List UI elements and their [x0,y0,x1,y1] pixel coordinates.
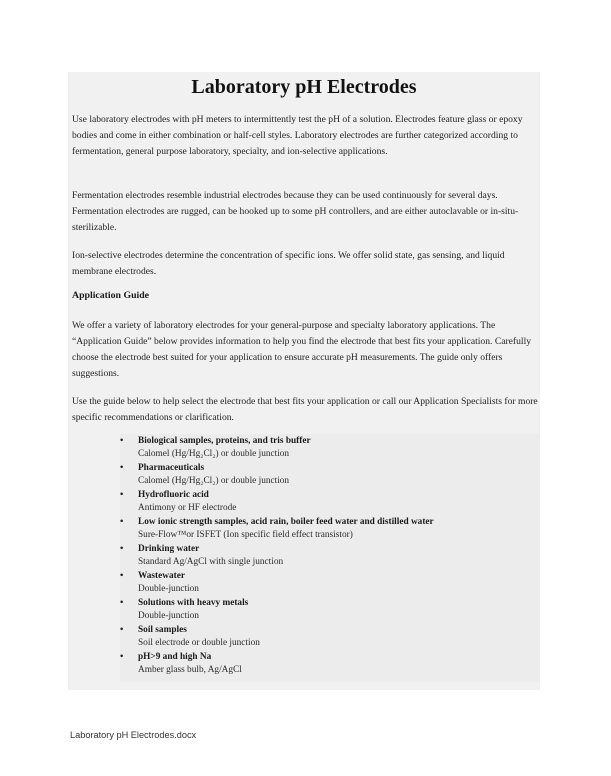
guide-item-recommendation: Double-junction [138,611,199,621]
guide-item-name: Solutions with heavy metals [138,598,249,608]
bullet-icon: • [120,463,124,473]
list-item [120,650,540,677]
fermentation-paragraph: Fermentation electrodes resemble industrial electrodes because they can be used continuously for several days. Fermentation electrodes are rugged, can be hooked up to some pH controllers, and are either autoclavable or in-situ-sterilizable. [72,190,519,233]
list-item [120,542,540,569]
guide-item-recommendation: Calomel (Hg/Hg₂Cl₂) or double junction [138,449,290,459]
bullet-icon: • [120,625,124,635]
guide-item-name: Biological samples, proteins, and tris buffer [138,436,311,446]
list-item [120,515,540,542]
bullet-icon: • [120,652,124,662]
guide-intro-paragraph: We offer a variety of laboratory electrodes for your general-purpose and specialty laboratory applications. The “Application Guide” below provides information to help you find the electrode that best fits your application. Carefully choose the electrode best suited for your application to ensure accurate pH measurements. The guide only offers suggestions. [72,320,532,379]
section-heading: Application Guide [72,290,150,301]
list-item [120,596,540,623]
guide-item-recommendation: Calomel (Hg/Hg₂Cl₂) or double junction [138,476,290,486]
guide-item-recommendation: Double-junction [138,584,199,594]
guide-item-name: Drinking water [138,544,200,554]
bullet-icon: • [120,598,124,608]
application-guide-list [120,434,540,677]
bullet-icon: • [120,517,124,527]
guide-item-name: Wastewater [138,571,185,581]
document-filename-footer: Laboratory pH Electrodes.docx [70,730,197,740]
guide-item-name: pH>9 and high Na [138,652,212,662]
bullet-icon: • [120,544,124,554]
guide-item-recommendation: Sure-Flow™or ISFET (Ion specific field effect transistor) [138,530,353,540]
bullet-icon: • [120,436,124,446]
bullet-icon: • [120,571,124,581]
list-item [120,569,540,596]
guide-help-paragraph: Use the guide below to help select the electrode that best fits your application or call our Application Specialists for more specific recommendations or clarification. [72,396,538,423]
guide-item-recommendation: Standard Ag/AgCl with single junction [138,557,284,567]
bullet-icon: • [120,490,124,500]
guide-item-name: Hydrofluoric acid [138,490,209,500]
guide-item-name: Low ionic strength samples, acid rain, boiler feed water and distilled water [138,517,434,527]
guide-item-name: Soil samples [138,625,187,635]
list-item [120,434,540,461]
guide-item-name: Pharmaceuticals [138,463,205,473]
application-guide-list-box [120,434,540,682]
list-item [120,623,540,650]
page-title: Laboratory pH Electrodes [191,76,417,98]
list-item [120,488,540,515]
guide-item-recommendation: Antimony or HF electrode [138,503,237,513]
guide-item-recommendation: Amber glass bulb, Ag/AgCl [138,665,242,675]
list-item [120,461,540,488]
intro-paragraph: Use laboratory electrodes with pH meters to intermittently test the pH of a solution. Electrodes feature glass or epoxy bodies and come in either combination or half-cell styles. Laboratory electrodes are further categorized according to fermentation, general purpose laboratory, specialty, and ion-selective applications. [72,114,523,157]
guide-item-recommendation: Soil electrode or double junction [138,638,260,648]
document-body [68,72,540,690]
ion-selective-paragraph: Ion-selective electrodes determine the concentration of specific ions. We offer solid state, gas sensing, and liquid membrane electrodes. [72,250,505,277]
